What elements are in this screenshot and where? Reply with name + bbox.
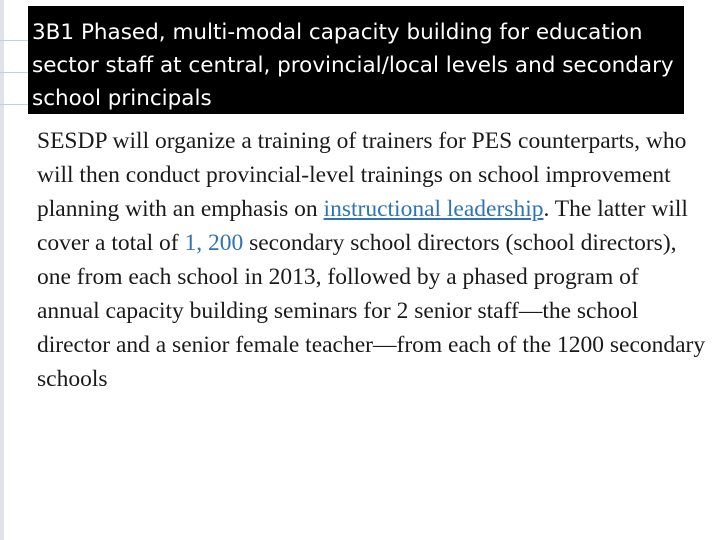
director-count-highlight: 1, 200 [184,230,244,256]
slide-left-border [0,0,4,540]
instructional-leadership-link[interactable]: instructional leadership [323,196,544,222]
slide-title: 3B1 Phased, multi-modal capacity building for education sector staff at central, provincial/local levels and secondary school principals [32,20,674,111]
decorative-rule [0,40,30,41]
decorative-rule [0,72,30,73]
body-text-part-2: . The latter will cover a total of [37,196,688,256]
slide-body-paragraph [37,124,707,396]
title-bar [28,6,684,114]
decorative-rule [0,104,30,105]
body-text-part-1: SESDP will organize a training of trainers for PES counterparts, who will then conduct provincial-level trainings on school improvement planning with an emphasis on [37,128,687,222]
body-text-part-3: secondary school directors (school directors), one from each school in 2013, followed by a phased program of annual capacity building seminars for 2 senior staff—the school director and a senior female teacher—from each of the 1200 secondary schools [37,230,706,392]
